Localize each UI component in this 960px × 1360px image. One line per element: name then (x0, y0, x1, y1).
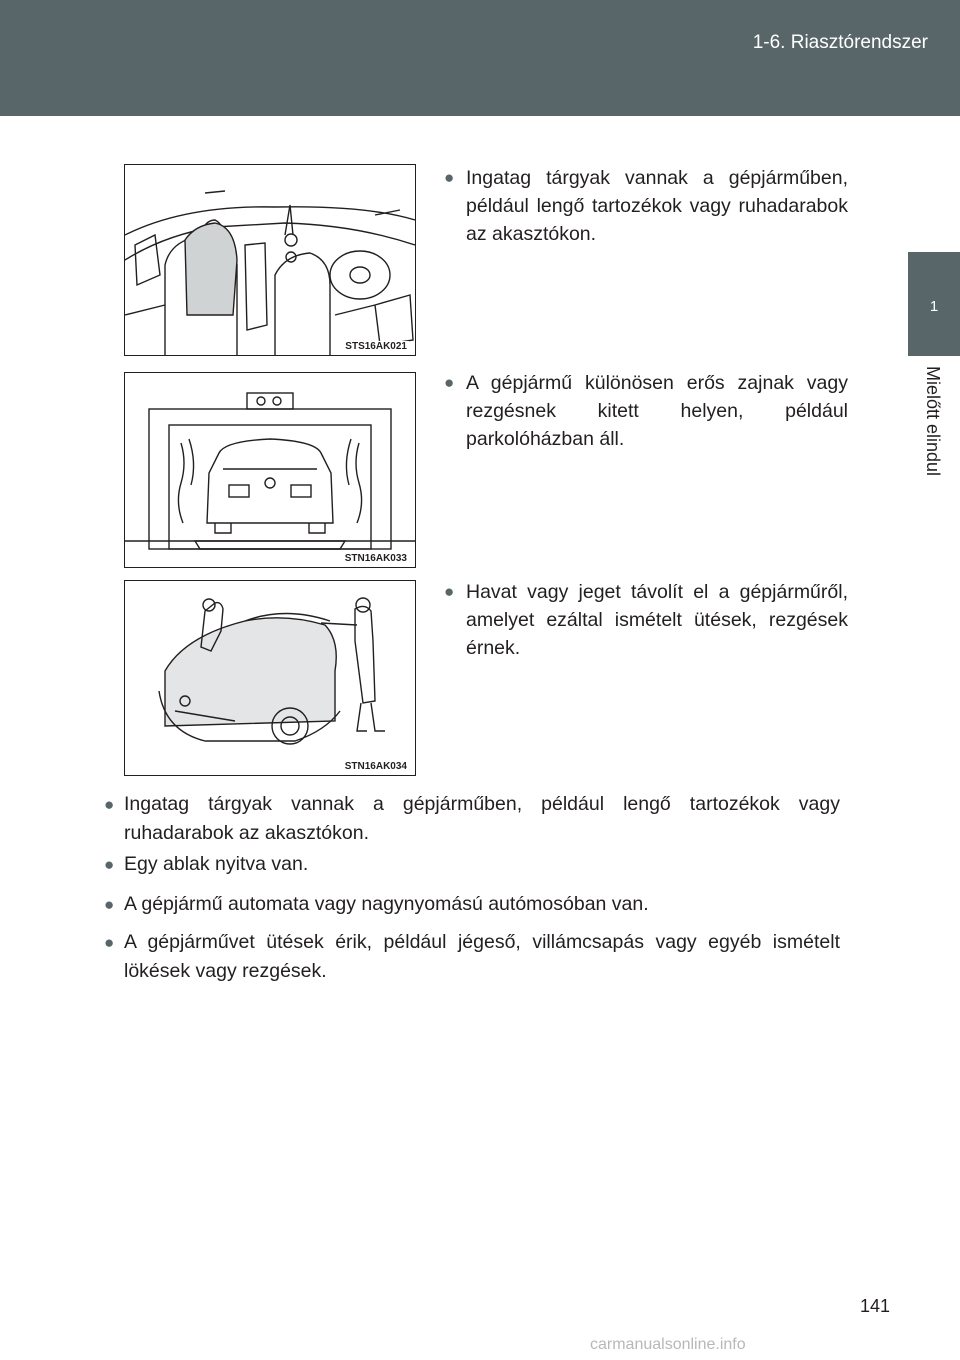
figure-note (444, 164, 848, 248)
list-item (104, 890, 840, 919)
bullet-icon: ● (444, 373, 455, 392)
figure-parking-garage (124, 372, 416, 568)
figure-snow-removal (124, 580, 416, 776)
list-item (104, 790, 840, 848)
list-item (104, 850, 840, 879)
bullet-icon: ● (104, 795, 115, 814)
figure-code: STN16AK034 (344, 761, 407, 772)
list-item-text: Ingatag tárgyak vannak a gépjárműben, például lengő tartozékok vagy ruhadarabok az akasztókon. (124, 793, 840, 844)
bullet-icon: ● (444, 168, 455, 187)
page-header (0, 0, 960, 116)
parking-garage-illustration (125, 373, 415, 567)
note-text: Ingatag tárgyak vannak a gépjárműben, például lengő tartozékok vagy ruhadarabok az akasztókon. (466, 167, 848, 245)
section-title: 1-6. Riasztórendszer (752, 32, 928, 53)
chapter-number-tab: 1 (908, 252, 960, 356)
figure-note (444, 578, 848, 662)
chapter-title-tab (908, 356, 960, 576)
figure-code: STN16AK033 (344, 553, 407, 564)
car-interior-illustration (125, 165, 415, 355)
list-item (104, 928, 840, 986)
figure-code: STS16AK021 (345, 341, 407, 352)
figure-note (444, 369, 848, 453)
list-item-text: A gépjármű automata vagy nagynyomású autómosóban van. (124, 893, 649, 915)
bullet-icon: ● (104, 855, 115, 874)
list-item-text: A gépjárművet ütések érik, például jégeső, villámcsapás vagy egyéb ismételt lökések vagy rezgések. (124, 931, 840, 982)
bullet-icon: ● (104, 895, 115, 914)
snow-removal-illustration (125, 581, 415, 775)
list-item-text: Egy ablak nyitva van. (124, 853, 309, 875)
page-number: 141 (860, 1296, 891, 1316)
figure-car-interior (124, 164, 416, 356)
watermark-link[interactable]: carmanualsonline.info (590, 1336, 746, 1353)
chapter-title: Mielőtt elindul (923, 366, 943, 477)
note-text: Havat vagy jeget távolít el a gépjárműről, amelyet ezáltal ismételt ütések, rezgések érnek. (466, 581, 848, 659)
bullet-icon: ● (104, 933, 115, 952)
note-text: A gépjármű különösen erős zajnak vagy rezgésnek kitett helyen, például parkolóházban áll. (466, 372, 848, 450)
bullet-icon: ● (444, 582, 455, 601)
